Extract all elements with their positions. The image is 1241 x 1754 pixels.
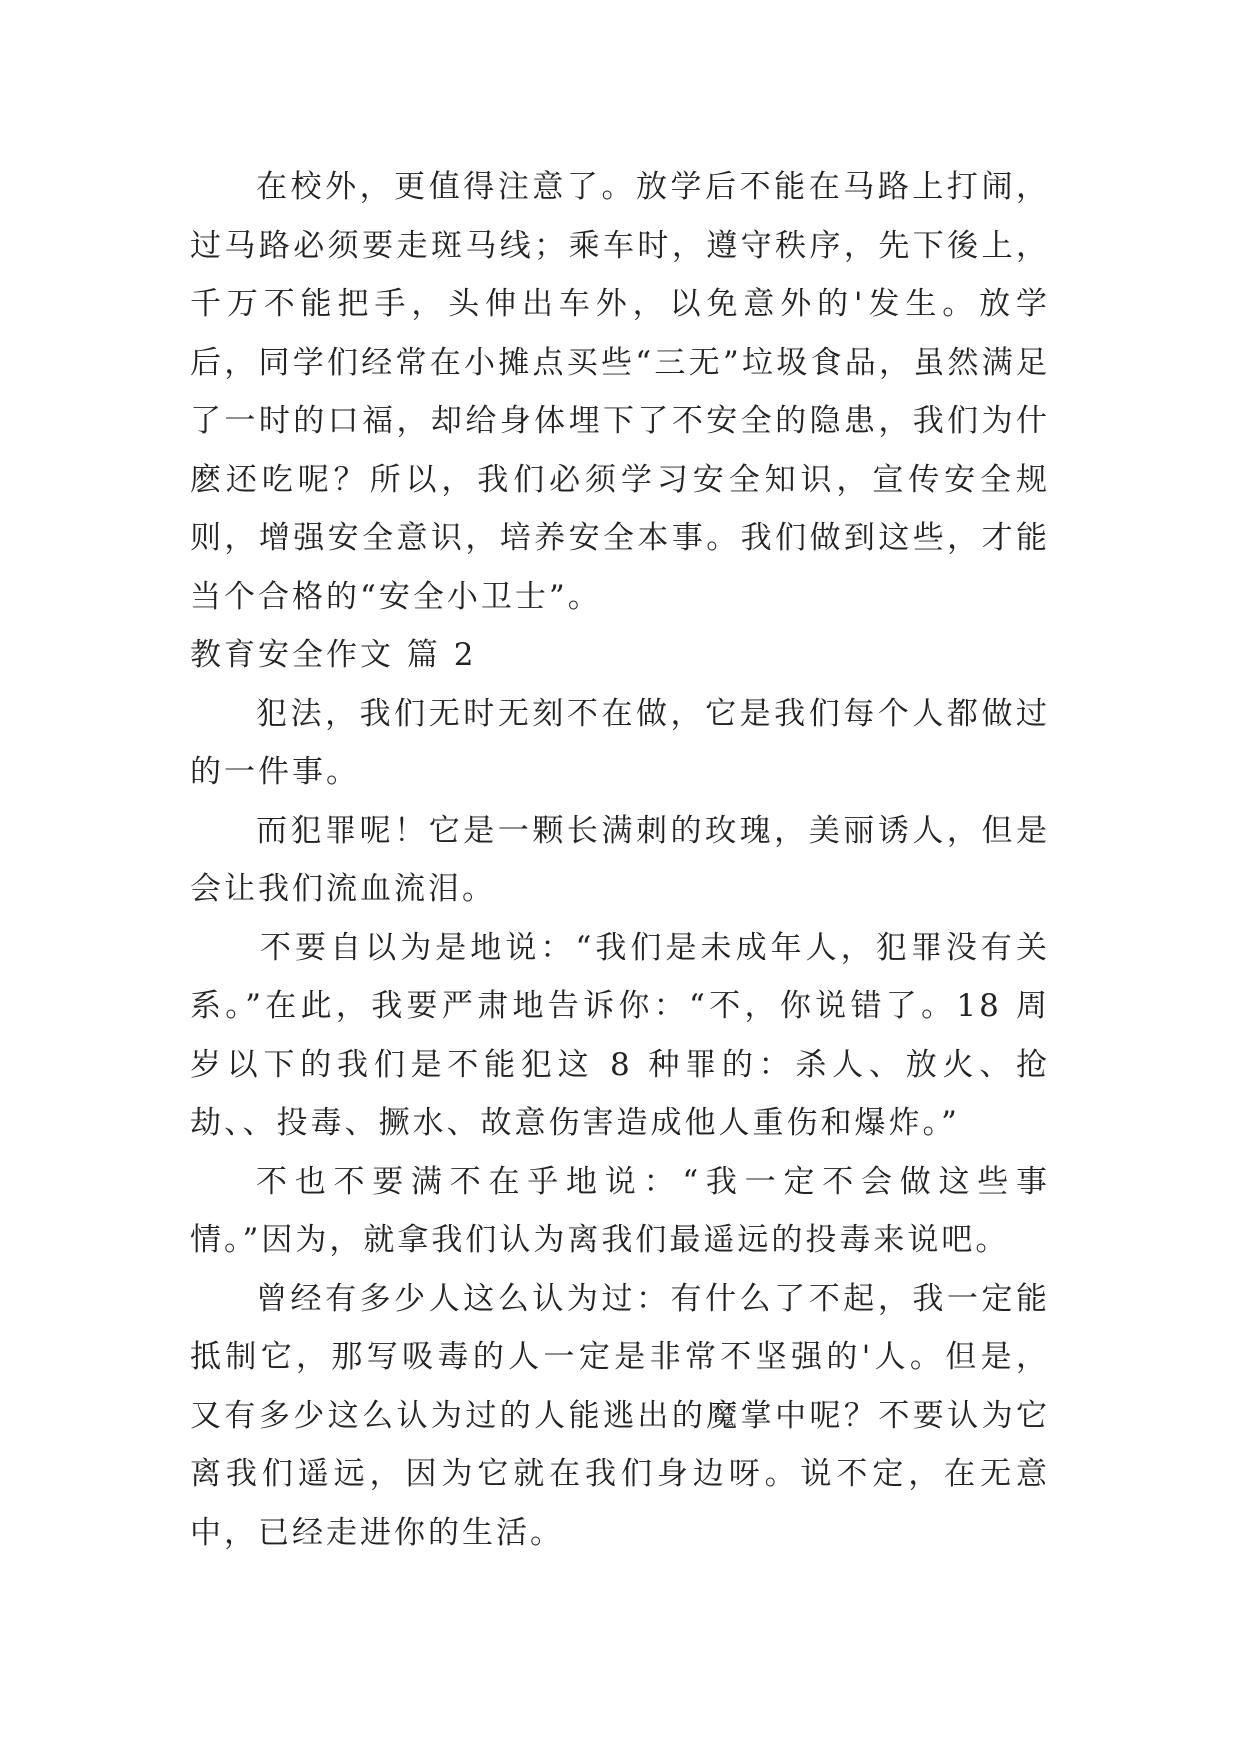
paragraph-minors-crimes: 不要自以为是地说：“我们是未成年人，犯罪没有关系。”在此，我要严肃地告诉你：“不，你说错了。18 周岁以下的我们是不能犯这 8 种罪的：杀人、放火、抢劫、、投毒、撅水、故意伤害造成他人重伤和爆炸。” — [190, 929, 1050, 1141]
paragraph-drug-danger: 曾经有多少人这么认为过：有什么了不起，我一定能抵制它，那写吸毒的人一定是非常不坚强的'人。但是，又有多少这么认为过的人能逃出的魔掌中呢？不要认为它离我们遥远，因为它就在我们身边呀。说不定，在无意中，已经走进你的生活。 — [190, 1280, 1050, 1551]
paragraph-drug-poisoning: 不也不要满不在乎地说：“我一定不会做这些事情。”因为，就拿我们认为离我们最遥远的投毒来说吧。 — [190, 1163, 1050, 1258]
paragraph-crime-rose: 而犯罪呢！它是一颗长满刺的玫瑰，美丽诱人，但是会让我们流血流泪。 — [190, 812, 1050, 907]
document-body — [190, 158, 1050, 1562]
paragraph-breaking-law: 犯法，我们无时无刻不在做，它是我们每个人都做过的一件事。 — [190, 695, 1050, 790]
section-heading: 教育安全作文 篇 2 — [190, 637, 477, 673]
paragraph-campus-safety: 在校外，更值得注意了。放学后不能在马路上打闹，过马路必须要走斑马线；乘车时，遵守秩序，先下後上，千万不能把手，头伸出车外，以免意外的'发生。放学后，同学们经常在小摊点买些“三无”垃圾食品，虽然满足了一时的口福，却给身体埋下了不安全的隐患，我们为什麽还吃呢？所以，我们必须学习安全知识，宣传安全规则，增强安全意识，培养安全本事。我们做到这些，才能当个合格的“安全小卫士”。 — [190, 169, 1050, 615]
